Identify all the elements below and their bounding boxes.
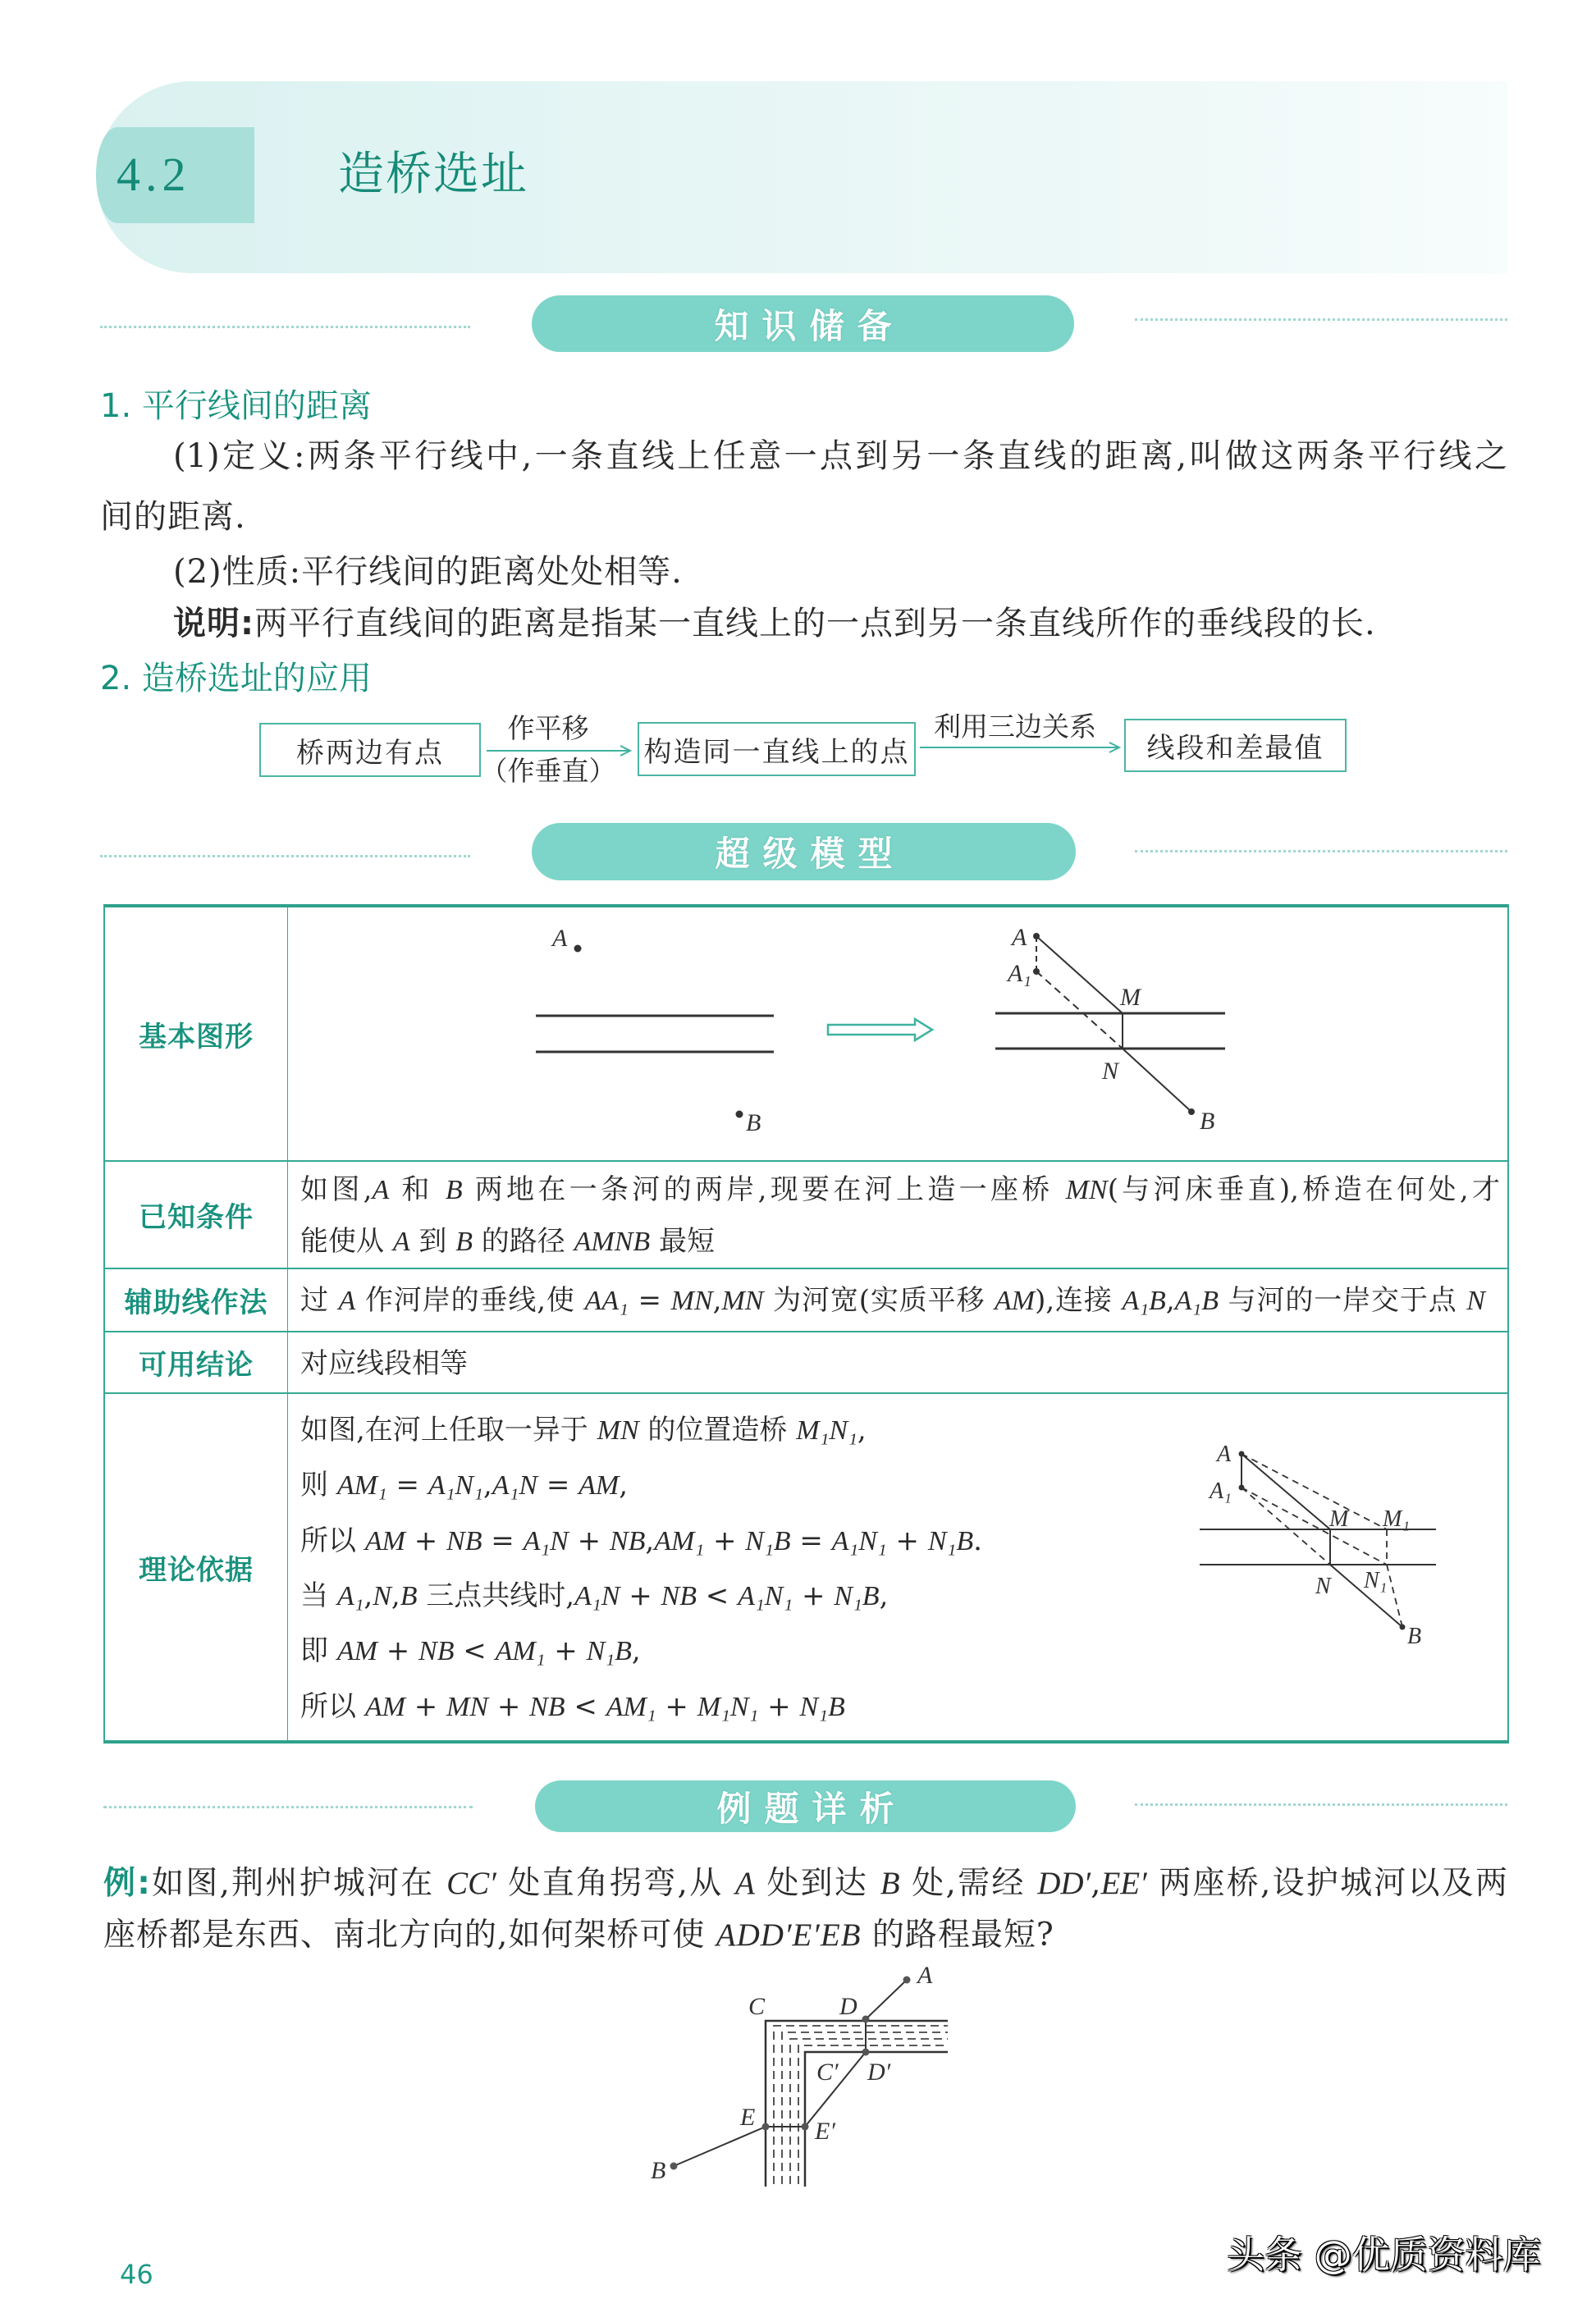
divider-dotted-right <box>1135 1803 1507 1806</box>
math-expression: AM <box>364 1526 405 1556</box>
math-expression: AM <box>995 1286 1036 1316</box>
math-expression: AM₁ <box>495 1636 546 1666</box>
table-row-basic-figure <box>103 904 1509 1160</box>
text-run: + <box>405 1524 447 1557</box>
math-expression: A₁N <box>523 1526 569 1556</box>
point-marker <box>1239 1485 1245 1491</box>
property-line: (2)性质:平行线间的距离处处相等. <box>173 553 683 591</box>
point-label-b: B <box>746 1109 761 1136</box>
math-expression: CC′ <box>446 1866 496 1901</box>
proof-line <box>300 1628 641 1675</box>
implies-arrow-icon <box>828 1019 932 1040</box>
math-expression: A₁N₁ <box>738 1581 793 1611</box>
text-run: + <box>886 1524 928 1557</box>
divider-dotted-right <box>1135 318 1507 321</box>
table-row-theory <box>103 1392 1509 1744</box>
note-line <box>173 599 1376 648</box>
text-run: + <box>377 1634 419 1667</box>
point-label-b: B <box>1200 1108 1215 1135</box>
text-run: 如图, <box>300 1173 373 1206</box>
point-label-m1: M₁ <box>1383 1506 1411 1532</box>
math-expression: B <box>455 1227 473 1257</box>
math-expression: NB <box>609 1526 646 1556</box>
math-expression: MN <box>1065 1175 1108 1205</box>
math-expression: N₁B <box>586 1636 632 1666</box>
example-line-1 <box>103 1859 1507 1908</box>
flow-step-2: 构造同一直线上的点 <box>638 722 916 776</box>
text-run: 座桥都是东西、南北方向的,如何架桥可使 <box>103 1917 716 1954</box>
math-expression: AM <box>336 1636 377 1666</box>
point-label-c: C <box>748 1993 766 2020</box>
text-run: , <box>857 1414 867 1446</box>
text-run: = <box>482 1524 524 1557</box>
table-row-usable-conclusion <box>103 1331 1509 1392</box>
math-expression: A₁N <box>492 1470 538 1501</box>
text-run: + <box>405 1690 447 1723</box>
table-row-known-conditions <box>103 1160 1509 1268</box>
text-run: , <box>1165 1284 1175 1317</box>
proof-line <box>300 1462 628 1509</box>
math-expression: N₁B <box>927 1526 974 1556</box>
section-title: 造桥选址 <box>338 148 528 201</box>
heading-bridge-application: 2. 造桥选址的应用 <box>100 660 372 697</box>
math-expression: NB <box>446 1526 482 1556</box>
text-run: 和 <box>389 1173 446 1206</box>
point-marker <box>1400 1625 1406 1630</box>
point-label-c-prime: C′ <box>816 2059 839 2086</box>
text-run: 最短 <box>650 1225 715 1258</box>
pill-super-model: 超级模型 <box>532 823 1076 880</box>
row-text-line <box>300 1221 715 1263</box>
text-run: 两平行直线间的距离是指某一直线上的一点到另一条直线所作的垂线段的长. <box>254 605 1376 642</box>
example-label: 例: <box>103 1865 150 1902</box>
divider-dotted-right <box>1135 850 1507 852</box>
text-run: 与河的一岸交于点 <box>1219 1284 1467 1317</box>
math-expression: A <box>735 1866 755 1901</box>
math-expression: N₁B <box>834 1581 880 1611</box>
math-expression: A₁N₁ <box>831 1526 887 1556</box>
point-label-m: M <box>1120 984 1141 1011</box>
math-expression: MN <box>670 1286 713 1316</box>
definition-line-1: (1)定义:两条平行线中,一条直线上任意一点到另一条直线的距离,叫做这两条平行线之 <box>173 437 1507 475</box>
math-expression: N₁B <box>799 1692 845 1722</box>
text-run: , <box>645 1524 655 1557</box>
bold-label: 说明: <box>173 605 254 642</box>
text-run: ),连接 <box>1035 1284 1123 1317</box>
text-run: + <box>568 1524 610 1557</box>
text-run: = <box>386 1469 428 1501</box>
point-marker <box>1033 933 1040 939</box>
path-segment <box>1242 1454 1330 1529</box>
example-figure <box>648 1962 968 2203</box>
math-expression: B <box>445 1175 463 1205</box>
math-expression: NB <box>661 1581 697 1611</box>
text-run: , <box>1091 1865 1101 1902</box>
text-run: 处到达 <box>754 1865 880 1902</box>
text-run: + <box>545 1634 587 1667</box>
text-run: 处,需经 <box>899 1865 1038 1902</box>
flow-arrow-1-label-below: （作垂直） <box>480 755 616 787</box>
point-label-b: B <box>1407 1624 1422 1649</box>
math-expression: N <box>373 1581 391 1611</box>
math-expression: A <box>392 1227 410 1257</box>
text-run: < <box>454 1634 496 1667</box>
divider-dotted-left <box>100 326 470 328</box>
math-expression: M₁N₁ <box>697 1692 759 1722</box>
proof-line <box>300 1684 845 1730</box>
math-expression: A₁ <box>336 1581 364 1611</box>
text-run: < <box>696 1579 739 1612</box>
point-label-a: A <box>552 925 568 952</box>
row-text-line <box>300 1169 1500 1211</box>
text-run: + <box>758 1690 800 1723</box>
text-run: + <box>793 1579 835 1612</box>
math-expression: NB <box>418 1636 455 1666</box>
proof-line <box>300 1518 982 1565</box>
text-run: 的路程最短? <box>861 1917 1054 1954</box>
definition-line-2: 间的距离. <box>100 498 246 536</box>
math-expression: AM <box>364 1692 405 1722</box>
math-expression: B <box>880 1866 900 1901</box>
math-expression: A₁B <box>1122 1286 1166 1316</box>
section-number: 4.2 <box>117 148 191 201</box>
point-label-b: B <box>651 2157 666 2184</box>
row-label: 可用结论 <box>105 1332 288 1392</box>
math-expression: DD′ <box>1037 1866 1091 1901</box>
point-marker <box>1239 1451 1245 1457</box>
text-run: 为河宽(实质平移 <box>763 1284 995 1317</box>
path-segment <box>1123 1049 1191 1112</box>
basic-figure <box>288 907 1507 1160</box>
point-label-a1: A₁ <box>1210 1478 1232 1504</box>
point-label-d-prime: D′ <box>867 2059 891 2086</box>
text-run: + <box>620 1579 661 1612</box>
math-expression: MN <box>446 1692 489 1722</box>
flow-arrow-1-label-above: 作平移 <box>507 712 589 744</box>
text-run: + <box>488 1690 530 1723</box>
point-label-n1: N₁ <box>1364 1568 1388 1593</box>
point-marker <box>736 1111 743 1118</box>
math-expression: AA₁ <box>584 1286 629 1316</box>
math-expression: M₁N₁ <box>796 1415 857 1446</box>
point-label-e-prime: E′ <box>815 2118 835 2145</box>
text-run: (与河床垂直),桥造在何处,才 <box>1107 1173 1501 1206</box>
watermark: 头条 @优质资料库 <box>1227 2233 1541 2277</box>
divider-dotted-left <box>103 1806 473 1808</box>
text-run: , <box>619 1469 629 1501</box>
text-run: 三点共线时, <box>417 1579 575 1612</box>
math-expression: B <box>400 1581 418 1611</box>
text-run: 的路径 <box>473 1225 574 1258</box>
proof-line <box>300 1407 867 1454</box>
figure-after <box>995 924 1225 1135</box>
point-label-d: D <box>839 1993 857 2020</box>
row-label: 理论依据 <box>105 1394 288 1740</box>
math-expression: AMNB <box>574 1227 651 1257</box>
point-label-n: N <box>1102 1058 1119 1085</box>
math-expression: A <box>372 1175 390 1205</box>
text-run: , <box>631 1634 641 1667</box>
point-label-a: A <box>917 1962 933 1989</box>
math-expression: NB <box>529 1692 565 1722</box>
math-expression: N <box>1466 1286 1485 1316</box>
dashed-construction-line <box>1036 971 1123 1049</box>
text-run: = <box>537 1469 579 1501</box>
water-dashed-lines <box>774 2026 948 2184</box>
row-text-line <box>300 1280 1485 1322</box>
pill-knowledge: 知识储备 <box>532 295 1074 352</box>
text-run: , <box>712 1284 722 1317</box>
row-label: 基本图形 <box>105 907 288 1160</box>
row-label: 已知条件 <box>105 1162 288 1268</box>
math-expression: AM₁ <box>606 1692 656 1722</box>
point-label-a1: A₁ <box>1008 960 1031 987</box>
heading-parallel-distance: 1. 平行线间的距离 <box>100 387 372 425</box>
flow-arrow-2-label-above: 利用三边关系 <box>934 711 1096 743</box>
text-run: 处直角拐弯,从 <box>496 1865 735 1902</box>
text-run: 的位置造桥 <box>638 1414 797 1446</box>
text-run: 作河岸的垂线,使 <box>355 1284 585 1317</box>
text-run: 两座桥,设护城河以及两 <box>1146 1865 1507 1902</box>
example-line-2 <box>103 1911 1054 1960</box>
row-text-line: 对应线段相等 <box>300 1347 468 1380</box>
text-run: 到 <box>409 1225 456 1258</box>
text-run: 两地在一条河的两岸,现要在河上造一座桥 <box>462 1173 1066 1206</box>
point-label-a: A <box>1217 1442 1232 1467</box>
text-run: 过 <box>300 1284 339 1317</box>
math-expression: AM <box>578 1470 620 1501</box>
dashed-construction-lines <box>1242 1454 1402 1627</box>
pill-example: 例题详析 <box>535 1780 1076 1832</box>
text-run: , <box>879 1579 889 1612</box>
divider-dotted-left <box>100 855 470 857</box>
text-run: 即 <box>300 1634 337 1667</box>
page-number: 46 <box>120 2259 153 2290</box>
text-run: . <box>973 1524 982 1557</box>
math-expression: A₁N₁ <box>428 1470 483 1501</box>
text-run: = <box>790 1524 832 1557</box>
math-expression: A₁B <box>1174 1286 1219 1316</box>
text-run: 所以 <box>300 1690 365 1723</box>
text-run: , <box>364 1579 373 1612</box>
point-label-n: N <box>1315 1574 1331 1599</box>
text-run: 能使从 <box>300 1225 393 1258</box>
math-expression: A₁N <box>574 1581 620 1611</box>
text-run: < <box>565 1690 606 1723</box>
flow-step-1: 桥两边有点 <box>259 723 481 777</box>
point-label-m: M <box>1329 1506 1349 1532</box>
flow-step-3: 线段和差最值 <box>1124 719 1347 772</box>
path-segment <box>1036 936 1123 1013</box>
text-run: 如图,在河上任取一异于 <box>300 1414 597 1446</box>
text-run: = <box>628 1284 671 1317</box>
figure-before <box>536 925 774 1136</box>
point-marker <box>1188 1108 1195 1115</box>
point-marker <box>574 945 582 953</box>
math-expression: ADD′E′EB <box>716 1917 862 1953</box>
proof-line <box>300 1573 888 1620</box>
point-marker <box>1033 968 1040 975</box>
text-run: 当 <box>300 1579 337 1612</box>
math-expression: EE′ <box>1100 1866 1147 1901</box>
text-run: 则 <box>300 1469 337 1501</box>
text-run: 所以 <box>300 1524 365 1557</box>
math-expression: MN <box>721 1286 764 1316</box>
text-run: , <box>482 1469 492 1501</box>
text-run: + <box>704 1524 746 1557</box>
theory-figure <box>1165 1428 1493 1666</box>
math-expression: N₁B <box>745 1526 791 1556</box>
point-label-a: A <box>1012 924 1027 951</box>
text-run: + <box>656 1690 697 1723</box>
row-label: 辅助线作法 <box>105 1269 288 1331</box>
math-expression: A <box>338 1286 356 1316</box>
text-run: , <box>391 1579 400 1612</box>
point-label-e: E <box>740 2104 756 2131</box>
table-row-auxiliary-lines <box>103 1268 1509 1331</box>
text-run: 如图,荆州护城河在 <box>149 1865 447 1902</box>
math-expression: MN <box>597 1415 639 1446</box>
math-expression: AM₁ <box>654 1526 705 1556</box>
math-expression: AM₁ <box>336 1470 387 1501</box>
section-header-banner <box>96 81 1507 273</box>
